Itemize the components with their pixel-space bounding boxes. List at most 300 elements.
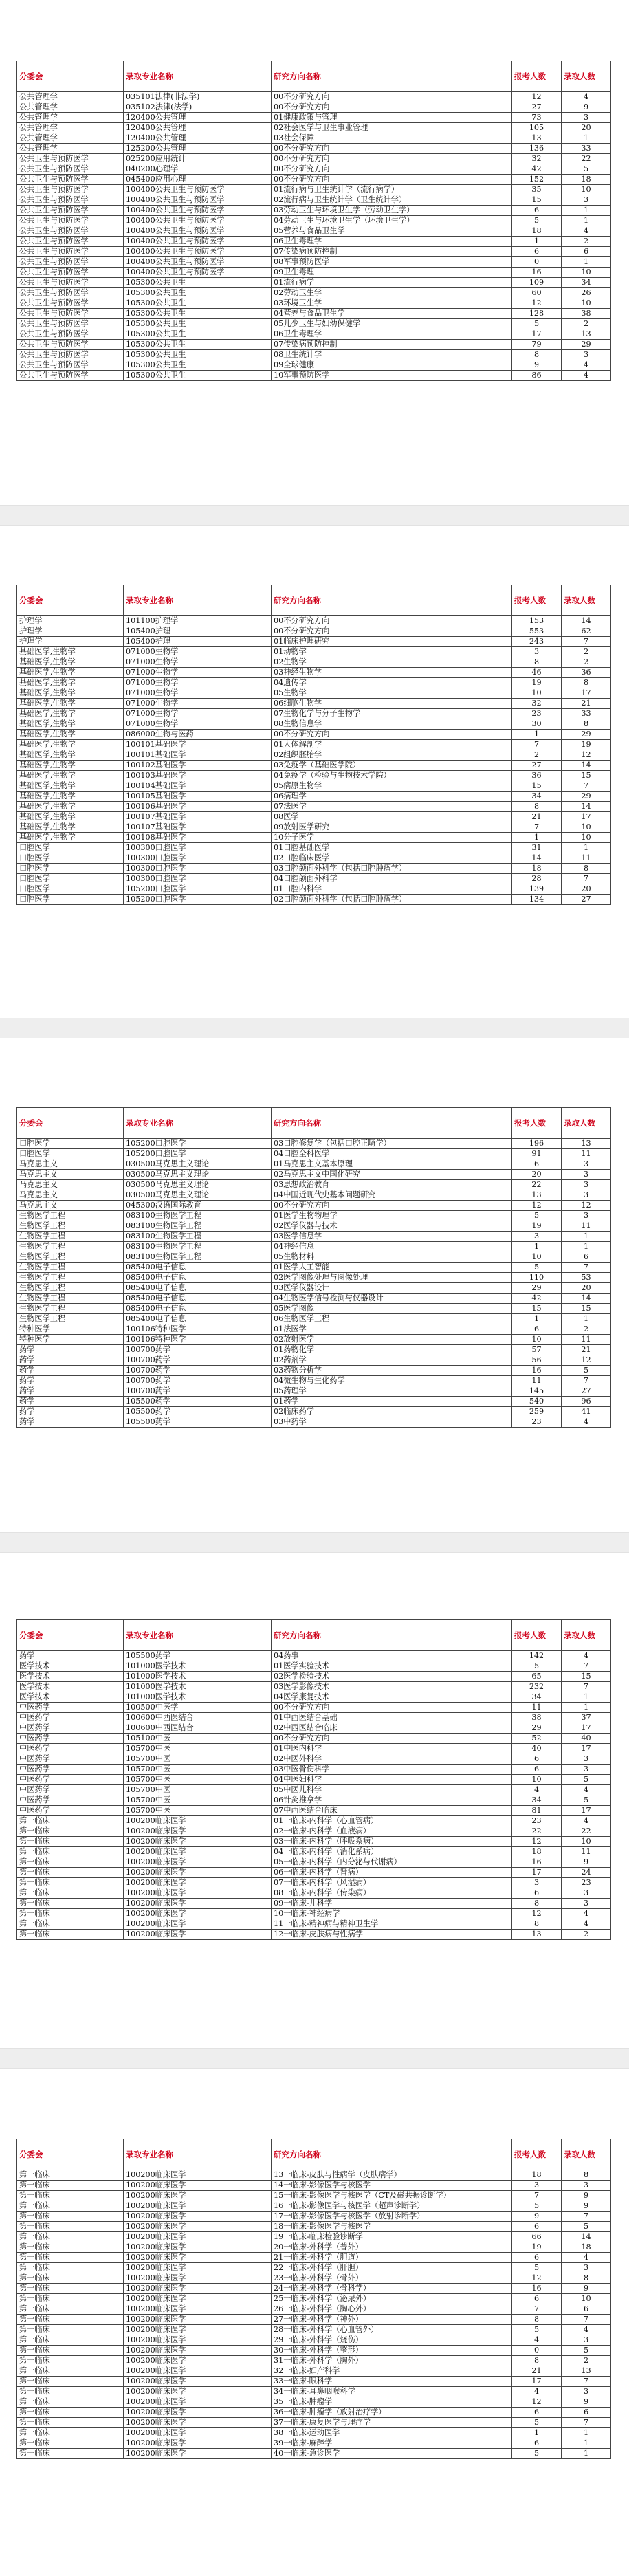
column-header: 录取专业名称	[124, 1620, 272, 1651]
direction-cell: 09全球健康	[272, 360, 512, 371]
admitted-cell: 7	[562, 874, 611, 884]
committee-cell: 第一临床	[17, 2397, 124, 2408]
committee-cell: 医学技术	[17, 1682, 124, 1692]
committee-cell: 第一临床	[17, 1816, 124, 1826]
committee-cell: 第一临床	[17, 2418, 124, 2428]
table-row	[17, 350, 611, 360]
committee-cell: 第一临床	[17, 2232, 124, 2242]
applicants-cell: 8	[512, 1919, 562, 1930]
committee-cell: 口腔医学	[17, 853, 124, 864]
direction-cell: 01医学生物物理学	[272, 1211, 512, 1221]
committee-cell: 第一临床	[17, 1888, 124, 1899]
committee-cell: 马克思主义	[17, 1159, 124, 1170]
applicants-cell: 3	[512, 1878, 562, 1888]
direction-cell: 10一临床-神经病学	[272, 1909, 512, 1919]
applicants-cell: 36	[512, 771, 562, 781]
direction-cell: 03神经生物学	[272, 668, 512, 678]
committee-cell: 基础医学,生物学	[17, 699, 124, 709]
admitted-cell: 13	[562, 329, 611, 340]
direction-cell: 03社会保障	[272, 133, 512, 144]
column-header: 分委会	[17, 1620, 124, 1651]
section-divider	[0, 1018, 629, 1038]
committee-cell: 护理学	[17, 616, 124, 626]
column-header: 报考人数	[512, 61, 562, 92]
direction-cell: 02中医外科学	[272, 1754, 512, 1765]
table-row	[17, 616, 611, 626]
column-header: 录取专业名称	[124, 61, 272, 92]
applicants-cell: 4	[512, 1785, 562, 1795]
admitted-cell: 9	[562, 2397, 611, 2408]
committee-cell: 第一临床	[17, 2366, 124, 2377]
table-row	[17, 1159, 611, 1170]
direction-cell: 07传染病预防控制	[272, 340, 512, 350]
major-cell: 105700中医	[124, 1785, 272, 1795]
direction-cell: 01马克思主义基本原理	[272, 1159, 512, 1170]
table-row	[17, 1930, 611, 1940]
committee-cell: 基础医学,生物学	[17, 812, 124, 822]
table-row	[17, 2181, 611, 2191]
direction-cell: 17一临床-影像医学与核医学（放射诊断学）	[272, 2212, 512, 2222]
admitted-cell: 1	[562, 2438, 611, 2449]
direction-cell: 04神经信息	[272, 1242, 512, 1252]
applicants-cell: 18	[512, 864, 562, 874]
admitted-cell: 27	[562, 1386, 611, 1397]
applicants-cell: 142	[512, 1651, 562, 1661]
direction-cell: 31一临床-外科学（胸外）	[272, 2356, 512, 2366]
committee-cell: 第一临床	[17, 2438, 124, 2449]
major-cell: 100700药学	[124, 1345, 272, 1355]
committee-cell: 基础医学,生物学	[17, 647, 124, 657]
applicants-cell: 65	[512, 1672, 562, 1682]
table-row	[17, 2325, 611, 2335]
admitted-cell: 1	[562, 843, 611, 853]
table-row	[17, 1723, 611, 1734]
direction-cell: 01一临床-内科学（心血管病）	[272, 1816, 512, 1826]
admitted-cell: 17	[562, 688, 611, 699]
direction-cell: 19一临床-临床检验诊断学	[272, 2232, 512, 2242]
table-row	[17, 1775, 611, 1785]
committee-cell: 第一临床	[17, 2222, 124, 2232]
column-header: 录取人数	[562, 1108, 611, 1139]
admitted-cell: 17	[562, 812, 611, 822]
direction-cell: 04微生物与生化药学	[272, 1376, 512, 1386]
table-row	[17, 360, 611, 371]
table-row	[17, 1294, 611, 1304]
applicants-cell: 1	[512, 1314, 562, 1324]
admitted-cell: 8	[562, 864, 611, 874]
admitted-cell: 3	[562, 113, 611, 123]
committee-cell: 公共卫生与预防医学	[17, 371, 124, 381]
applicants-cell: 23	[512, 709, 562, 719]
applicants-cell: 5	[512, 1211, 562, 1221]
major-cell: 101000医学技术	[124, 1682, 272, 1692]
table-section-4	[16, 1619, 610, 1940]
table-row	[17, 1304, 611, 1314]
major-cell: 105300公共卫生	[124, 360, 272, 371]
applicants-cell: 14	[512, 853, 562, 864]
committee-cell: 公共卫生与预防医学	[17, 309, 124, 319]
admitted-cell: 4	[562, 1785, 611, 1795]
admitted-cell: 2	[562, 1930, 611, 1940]
committee-cell: 公共卫生与预防医学	[17, 298, 124, 309]
admitted-cell: 1	[562, 257, 611, 268]
committee-cell: 药学	[17, 1397, 124, 1407]
applicants-cell: 38	[512, 1713, 562, 1723]
applicants-cell: 6	[512, 2438, 562, 2449]
applicants-cell: 5	[512, 2201, 562, 2212]
applicants-cell: 11	[512, 1703, 562, 1713]
major-cell: 100400公共卫生与预防医学	[124, 206, 272, 216]
direction-cell: 01法医学	[272, 1324, 512, 1335]
applicants-cell: 73	[512, 113, 562, 123]
major-cell: 105300公共卫生	[124, 309, 272, 319]
admitted-cell: 5	[562, 2346, 611, 2356]
major-cell: 071000生物学	[124, 668, 272, 678]
admitted-cell: 3	[562, 2263, 611, 2273]
admitted-cell: 3	[562, 2387, 611, 2397]
direction-cell: 00不分研究方向	[272, 1703, 512, 1713]
applicants-cell: 10	[512, 1335, 562, 1345]
direction-cell: 02口腔临床医学	[272, 853, 512, 864]
applicants-cell: 22	[512, 1826, 562, 1837]
header-row	[17, 2139, 611, 2170]
committee-cell: 马克思主义	[17, 1180, 124, 1190]
admitted-cell: 20	[562, 1283, 611, 1294]
admitted-cell: 4	[562, 2325, 611, 2335]
major-cell: 071000生物学	[124, 647, 272, 657]
table-row	[17, 340, 611, 350]
table-row	[17, 1314, 611, 1324]
admitted-cell: 1	[562, 1692, 611, 1703]
direction-cell: 06一临床-内科学（肾病）	[272, 1868, 512, 1878]
major-cell: 105300公共卫生	[124, 288, 272, 298]
admitted-cell: 18	[562, 2242, 611, 2253]
header-row	[17, 585, 611, 616]
table-row	[17, 864, 611, 874]
admitted-cell: 10	[562, 2294, 611, 2304]
direction-cell: 01动物学	[272, 647, 512, 657]
major-cell: 105100中医	[124, 1734, 272, 1744]
committee-cell: 第一临床	[17, 1847, 124, 1857]
applicants-cell: 15	[512, 1304, 562, 1314]
applicants-cell: 19	[512, 1221, 562, 1232]
table-row	[17, 1345, 611, 1355]
applicants-cell: 28	[512, 874, 562, 884]
committee-cell: 第一临床	[17, 2294, 124, 2304]
committee-cell: 公共卫生与预防医学	[17, 329, 124, 340]
major-cell: 100106特种医学	[124, 1324, 272, 1335]
direction-cell: 32一临床-妇产科学	[272, 2366, 512, 2377]
admitted-cell: 4	[562, 360, 611, 371]
applicants-cell: 259	[512, 1407, 562, 1417]
committee-cell: 公共卫生与预防医学	[17, 195, 124, 206]
major-cell: 105300公共卫生	[124, 319, 272, 329]
applicants-cell: 5	[512, 1661, 562, 1672]
table-row	[17, 1744, 611, 1754]
applicants-cell: 105	[512, 123, 562, 133]
admitted-cell: 12	[562, 1355, 611, 1366]
admitted-cell: 10	[562, 833, 611, 843]
table-row	[17, 2222, 611, 2232]
major-cell: 100400公共卫生与预防医学	[124, 226, 272, 237]
table-row	[17, 730, 611, 740]
admitted-cell: 5	[562, 164, 611, 175]
committee-cell: 护理学	[17, 637, 124, 647]
direction-cell: 03医学仪器设计	[272, 1283, 512, 1294]
major-cell: 105200口腔医学	[124, 1149, 272, 1159]
applicants-cell: 6	[512, 2408, 562, 2418]
committee-cell: 药学	[17, 1417, 124, 1428]
table-row	[17, 2170, 611, 2181]
direction-cell: 02生物学	[272, 657, 512, 668]
table-row	[17, 833, 611, 843]
major-cell: 100200临床医学	[124, 2397, 272, 2408]
table-row	[17, 781, 611, 792]
admitted-cell: 1	[562, 216, 611, 226]
applicants-cell: 32	[512, 699, 562, 709]
committee-cell: 中医药学	[17, 1785, 124, 1795]
applicants-cell: 42	[512, 1294, 562, 1304]
applicants-cell: 8	[512, 350, 562, 360]
committee-cell: 第一临床	[17, 1899, 124, 1909]
major-cell: 100200临床医学	[124, 2304, 272, 2315]
table-row	[17, 1806, 611, 1816]
committee-cell: 公共卫生与预防医学	[17, 185, 124, 195]
admitted-cell: 2	[562, 657, 611, 668]
table-row	[17, 740, 611, 750]
direction-cell: 06卫生毒理学	[272, 237, 512, 247]
applicants-cell: 6	[512, 1324, 562, 1335]
committee-cell: 基础医学,生物学	[17, 761, 124, 771]
table-row	[17, 1149, 611, 1159]
table-row	[17, 2366, 611, 2377]
direction-cell: 37一临床-康复医学与理疗学	[272, 2418, 512, 2428]
committee-cell: 基础医学,生物学	[17, 792, 124, 802]
major-cell: 100400公共卫生与预防医学	[124, 195, 272, 206]
applicants-cell: 34	[512, 792, 562, 802]
major-cell: 105300公共卫生	[124, 371, 272, 381]
committee-cell: 第一临床	[17, 2273, 124, 2284]
table-row	[17, 2201, 611, 2212]
admitted-cell: 12	[562, 750, 611, 761]
table-row	[17, 2387, 611, 2397]
admitted-cell: 8	[562, 2273, 611, 2284]
admitted-cell: 1	[562, 1232, 611, 1242]
direction-cell: 15一临床-影像医学与核医学（CT及磁共振诊断学）	[272, 2191, 512, 2201]
table-row	[17, 1355, 611, 1366]
committee-cell: 基础医学,生物学	[17, 740, 124, 750]
admitted-cell: 12	[562, 1201, 611, 1211]
applicants-cell: 10	[512, 1775, 562, 1785]
applicants-cell: 5	[512, 1263, 562, 1273]
committee-cell: 第一临床	[17, 1878, 124, 1888]
table-row	[17, 1170, 611, 1180]
admitted-cell: 1	[562, 1242, 611, 1252]
committee-cell: 生物医学工程	[17, 1252, 124, 1263]
committee-cell: 公共管理学	[17, 144, 124, 154]
direction-cell: 09一临床-儿科学	[272, 1899, 512, 1909]
table-row	[17, 1765, 611, 1775]
committee-cell: 第一临床	[17, 2263, 124, 2273]
admission-table	[16, 585, 611, 905]
direction-cell: 14一临床-影像医学与核医学	[272, 2181, 512, 2191]
admitted-cell: 7	[562, 1661, 611, 1672]
direction-cell: 18一临床-影像医学与核医学	[272, 2222, 512, 2232]
major-cell: 105500药学	[124, 1397, 272, 1407]
major-cell: 025200应用统计	[124, 154, 272, 164]
admitted-cell: 4	[562, 1816, 611, 1826]
applicants-cell: 32	[512, 154, 562, 164]
admitted-cell: 2	[562, 647, 611, 657]
table-row	[17, 216, 611, 226]
admitted-cell: 1	[562, 2428, 611, 2438]
major-cell: 100700药学	[124, 1376, 272, 1386]
direction-cell: 07中西医结合临床	[272, 1806, 512, 1816]
admitted-cell: 3	[562, 1190, 611, 1201]
applicants-cell: 12	[512, 298, 562, 309]
admitted-cell: 11	[562, 853, 611, 864]
direction-cell: 01流行病学	[272, 278, 512, 288]
committee-cell: 生物医学工程	[17, 1242, 124, 1252]
direction-cell: 07传染病预防控制	[272, 247, 512, 257]
major-cell: 105300公共卫生	[124, 329, 272, 340]
applicants-cell: 8	[512, 802, 562, 812]
applicants-cell: 5	[512, 319, 562, 329]
committee-cell: 第一临床	[17, 2170, 124, 2181]
admitted-cell: 14	[562, 616, 611, 626]
major-cell: 100200临床医学	[124, 2201, 272, 2212]
table-row	[17, 1703, 611, 1713]
major-cell: 071000生物学	[124, 699, 272, 709]
section-divider	[0, 2048, 629, 2069]
direction-cell: 05中医儿科学	[272, 1785, 512, 1795]
admitted-cell: 7	[562, 1376, 611, 1386]
applicants-cell: 1	[512, 730, 562, 740]
applicants-cell: 7	[512, 2191, 562, 2201]
committee-cell: 第一临床	[17, 2325, 124, 2335]
applicants-cell: 0	[512, 257, 562, 268]
applicants-cell: 9	[512, 2212, 562, 2222]
admitted-cell: 1	[562, 1703, 611, 1713]
admitted-cell: 8	[562, 2170, 611, 2181]
applicants-cell: 110	[512, 1273, 562, 1283]
major-cell: 100105基础医学	[124, 792, 272, 802]
admitted-cell: 17	[562, 1744, 611, 1754]
major-cell: 101000医学技术	[124, 1692, 272, 1703]
applicants-cell: 12	[512, 1909, 562, 1919]
admitted-cell: 33	[562, 709, 611, 719]
major-cell: 030500马克思主义理论	[124, 1170, 272, 1180]
applicants-cell: 6	[512, 2253, 562, 2263]
table-row	[17, 1376, 611, 1386]
table-row	[17, 750, 611, 761]
major-cell: 100300口腔医学	[124, 843, 272, 853]
applicants-cell: 12	[512, 2273, 562, 2284]
applicants-cell: 79	[512, 340, 562, 350]
committee-cell: 基础医学,生物学	[17, 730, 124, 740]
admitted-cell: 3	[562, 1765, 611, 1775]
major-cell: 100700药学	[124, 1386, 272, 1397]
major-cell: 100200临床医学	[124, 2346, 272, 2356]
table-row	[17, 1661, 611, 1672]
major-cell: 105500药学	[124, 1417, 272, 1428]
direction-cell: 01药学	[272, 1397, 512, 1407]
committee-cell: 公共卫生与预防医学	[17, 268, 124, 278]
column-header: 录取人数	[562, 1620, 611, 1651]
direction-cell: 04医学康复技术	[272, 1692, 512, 1703]
direction-cell: 03中药学	[272, 1417, 512, 1428]
major-cell: 100200临床医学	[124, 2294, 272, 2304]
direction-cell: 02中西医结合临床	[272, 1723, 512, 1734]
direction-cell: 12一临床-皮肤病与性病学	[272, 1930, 512, 1940]
direction-cell: 03中医骨伤科学	[272, 1765, 512, 1775]
applicants-cell: 18	[512, 226, 562, 237]
table-row	[17, 1795, 611, 1806]
table-row	[17, 2377, 611, 2387]
table-row	[17, 1252, 611, 1263]
major-cell: 100300口腔医学	[124, 853, 272, 864]
table-row	[17, 1899, 611, 1909]
admitted-cell: 3	[562, 2335, 611, 2346]
applicants-cell: 3	[512, 2181, 562, 2191]
column-header: 录取人数	[562, 61, 611, 92]
major-cell: 105700中医	[124, 1744, 272, 1754]
direction-cell: 03思想政治教育	[272, 1180, 512, 1190]
admitted-cell: 20	[562, 123, 611, 133]
direction-cell: 22一临床-外科学（肝胆）	[272, 2263, 512, 2273]
applicants-cell: 16	[512, 268, 562, 278]
table-row	[17, 92, 611, 102]
table-row	[17, 812, 611, 822]
major-cell: 100700药学	[124, 1366, 272, 1376]
table-row	[17, 719, 611, 730]
major-cell: 100200临床医学	[124, 2325, 272, 2335]
table-row	[17, 678, 611, 688]
applicants-cell: 13	[512, 133, 562, 144]
major-cell: 100400公共卫生与预防医学	[124, 257, 272, 268]
major-cell: 100200临床医学	[124, 1868, 272, 1878]
major-cell: 100200临床医学	[124, 2222, 272, 2232]
direction-cell: 08医学	[272, 812, 512, 822]
applicants-cell: 134	[512, 895, 562, 905]
admitted-cell: 29	[562, 340, 611, 350]
direction-cell: 02流行病与卫生统计学（卫生统计学）	[272, 195, 512, 206]
direction-cell: 04一临床-内科学（消化系病）	[272, 1847, 512, 1857]
major-cell: 101100护理学	[124, 616, 272, 626]
committee-cell: 生物医学工程	[17, 1294, 124, 1304]
table-row	[17, 319, 611, 329]
admitted-cell: 11	[562, 1847, 611, 1857]
section-divider	[0, 505, 629, 526]
major-cell: 100200临床医学	[124, 1888, 272, 1899]
major-cell: 100700药学	[124, 1355, 272, 1366]
major-cell: 100108基础医学	[124, 833, 272, 843]
major-cell: 100400公共卫生与预防医学	[124, 185, 272, 195]
committee-cell: 药学	[17, 1376, 124, 1386]
committee-cell: 公共卫生与预防医学	[17, 340, 124, 350]
admitted-cell: 14	[562, 2232, 611, 2242]
applicants-cell: 60	[512, 288, 562, 298]
major-cell: 100200临床医学	[124, 2181, 272, 2191]
major-cell: 100200临床医学	[124, 1837, 272, 1847]
committee-cell: 第一临床	[17, 1868, 124, 1878]
direction-cell: 07一临床-内科学（风湿病）	[272, 1878, 512, 1888]
table-row	[17, 133, 611, 144]
table-row	[17, 1417, 611, 1428]
applicants-cell: 17	[512, 1868, 562, 1878]
committee-cell: 基础医学,生物学	[17, 688, 124, 699]
applicants-cell: 9	[512, 360, 562, 371]
